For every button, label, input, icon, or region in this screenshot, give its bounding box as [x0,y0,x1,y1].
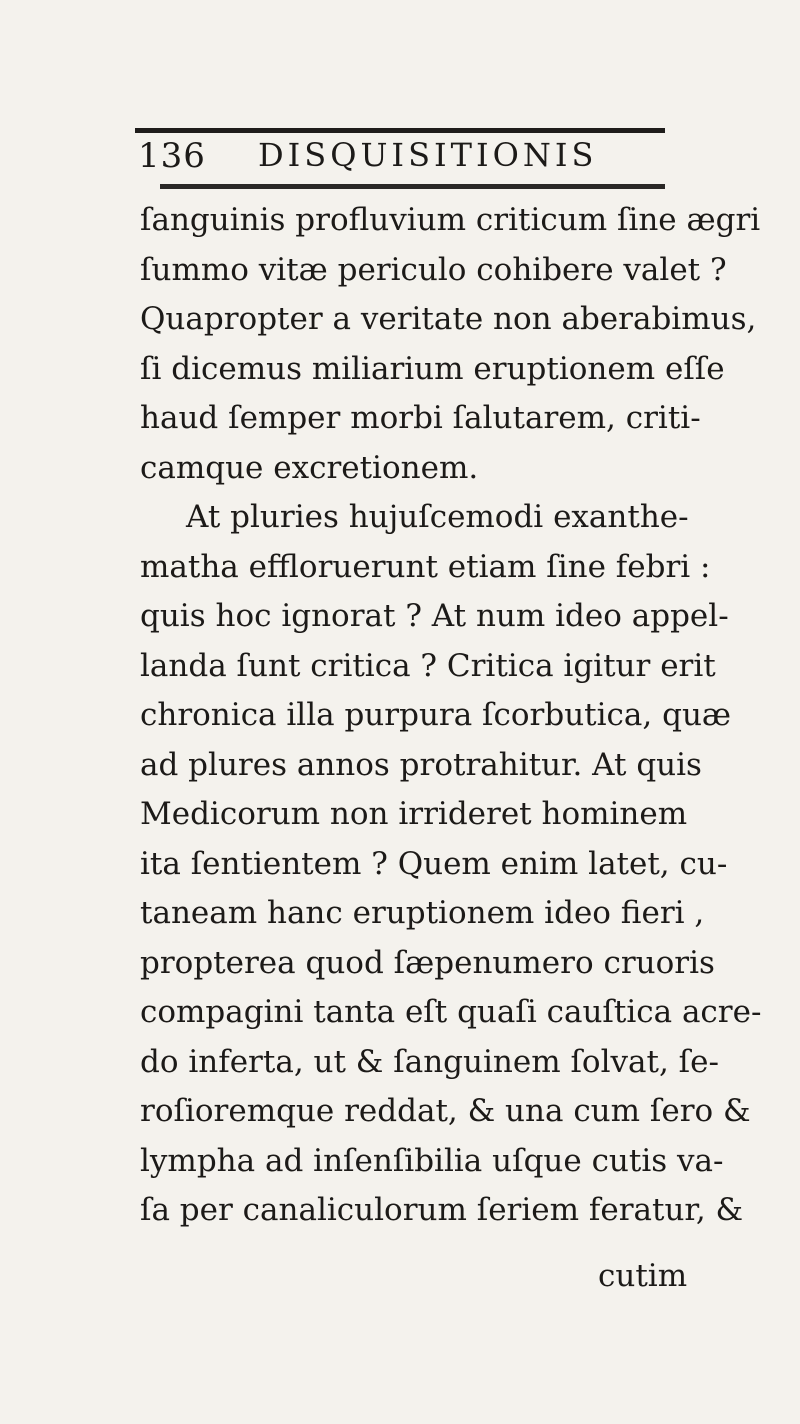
text-line: landa ſunt critica ? Critica igitur erit [140,647,716,684]
text-line: propterea quod ſæpenumero cruoris [140,944,715,981]
text-line: ſa per canaliculorum ſeriem feratur, & [140,1192,744,1228]
text-line: roſioremque reddat, & una cum ſero & [140,1093,751,1129]
text-line: do inferta, ut & ſanguinem ſolvat, ſe- [140,1043,719,1080]
body-text [140,196,762,1236]
text-line: Quapropter a veritate non aberabimus, [140,301,757,337]
page-header [138,136,665,182]
text-line: chronica illa purpura ſcorbutica, quæ [140,697,732,733]
catchword: cutim [598,1258,688,1294]
text-line: ad plures annos protrahitur. At quis [140,746,702,783]
text-line: lympha ad inſenſibilia uſque cutis va- [140,1142,724,1179]
text-line: camque excretionem. [140,449,479,486]
text-line: taneam hanc eruptionem ideo fieri , [140,895,705,931]
text-line: ita ſentientem ? Quem enim latet, cu- [140,845,728,882]
text-line: compagini tanta eſt quaſi cauſtica acre- [140,994,762,1030]
text-line: ſi dicemus miliarium eruptionem eſſe [140,350,725,387]
text-line: Medicorum non irrideret hominem [140,796,688,832]
text-line: quis hoc ignorat ? At num ideo appel- [140,598,729,634]
header-rule-top [135,128,665,133]
page-number: 136 [138,136,206,176]
header-rule-bottom [160,184,665,189]
running-head: DISQUISITIONIS [258,136,598,174]
text-line: matha effloruerunt etiam ſine febri : [140,548,711,585]
text-line: ſummo vitæ periculo cohibere valet ? [140,251,727,288]
text-line: ſanguinis profluvium criticum ſine ægri [140,202,761,238]
text-line: At pluries hujuſcemodi exanthe- [186,499,689,535]
text-line: haud ſemper morbi ſalutarem, criti- [140,400,701,436]
